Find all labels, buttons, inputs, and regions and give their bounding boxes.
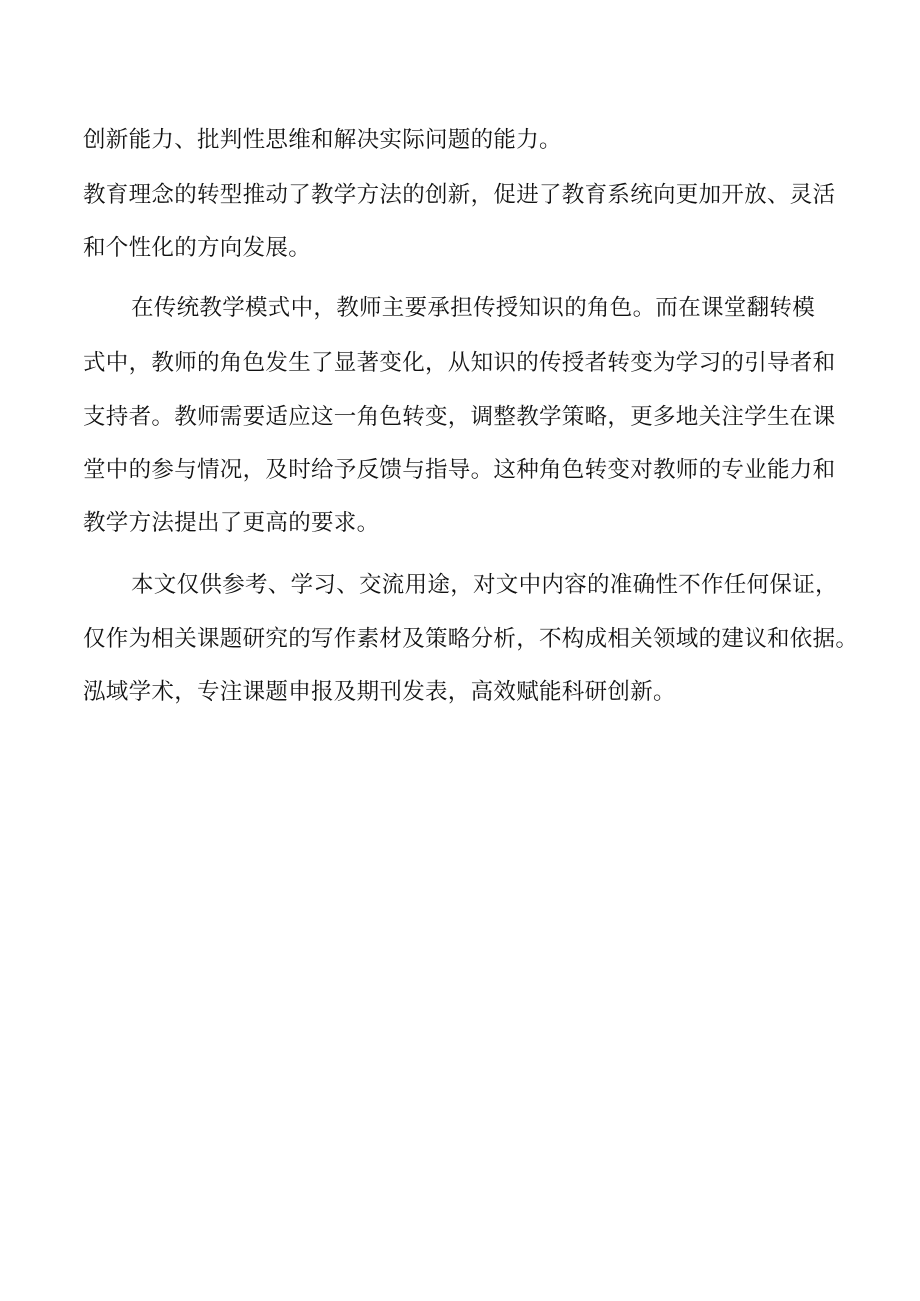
paragraph-first-line: 本文仅供参考、学习、交流用途，对文中内容的准确性不作任何保证， [131, 572, 838, 598]
text-line: 教育理念的转型推动了教学方法的创新，促进了教育系统向更加开放、灵活 [83, 182, 836, 208]
text-line: 和个性化的方向发展。 [83, 235, 312, 261]
text-line: 堂中的参与情况，及时给予反馈与指导。这种角色转变对教师的专业能力和 [83, 457, 836, 483]
paragraph-first-line: 在传统教学模式中，教师主要承担传授知识的角色。而在课堂翻转模 [131, 295, 816, 321]
text-line: 支持者。教师需要适应这一角色转变，调整教学策略，更多地关注学生在课 [83, 404, 836, 430]
text-line: 式中，教师的角色发生了显著变化，从知识的传授者转变为学习的引导者和 [83, 350, 836, 376]
text-line: 创新能力、批判性思维和解决实际问题的能力。 [83, 127, 562, 153]
footer-slogan: 泓域学术，专注课题申报及期刊发表，高效赋能科研创新。 [83, 679, 676, 705]
text-line: 教学方法提出了更高的要求。 [83, 510, 380, 536]
disclaimer-line: 仅作为相关课题研究的写作素材及策略分析，不构成相关领域的建议和依据。 [83, 626, 859, 652]
